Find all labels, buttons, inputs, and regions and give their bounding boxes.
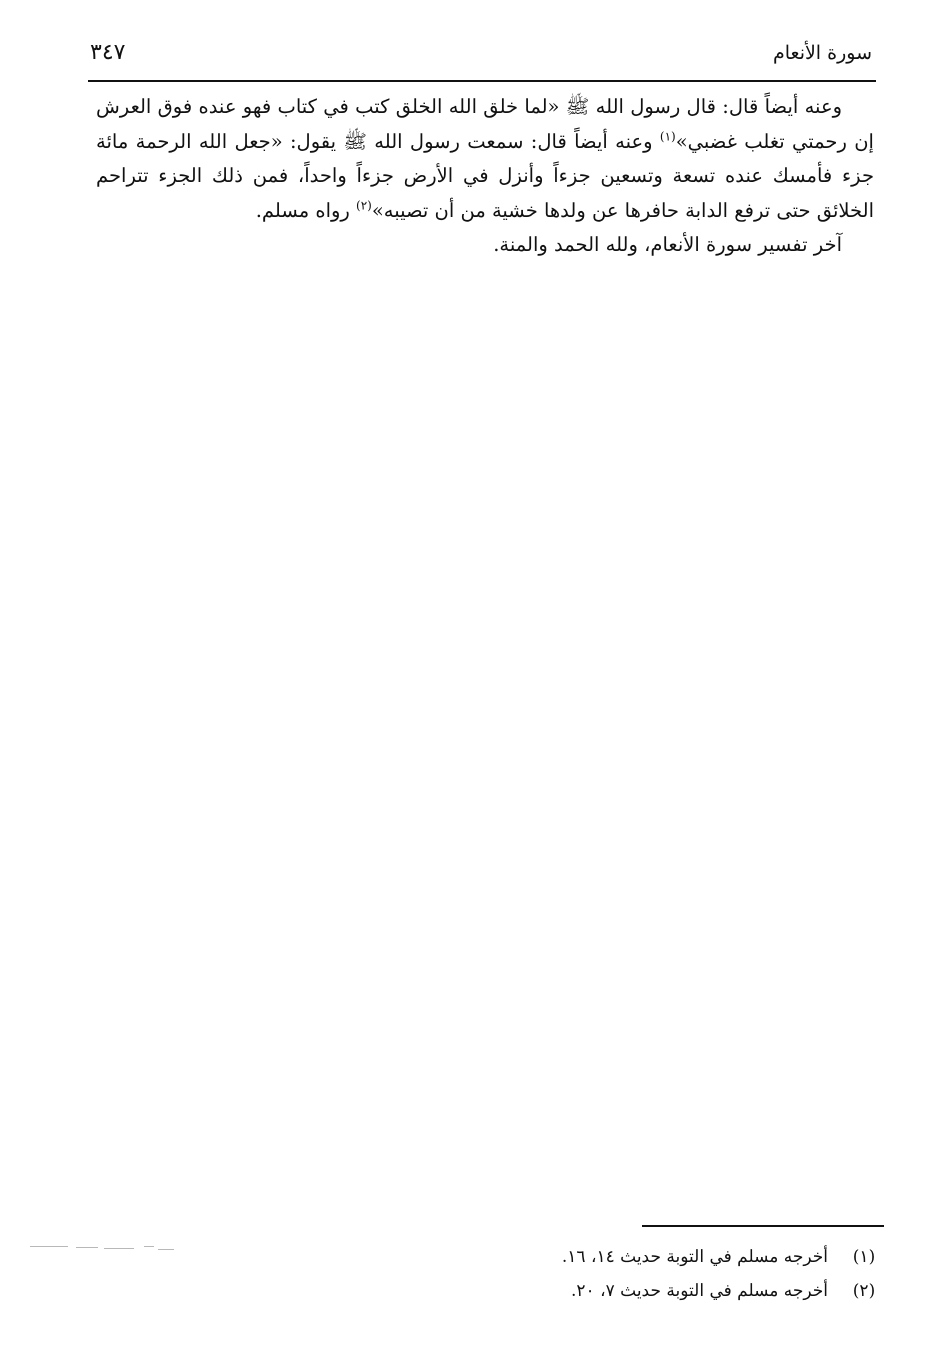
hadith-text-part1: وعنه أيضاً قال: قال رسول الله ﷺ «لما خلق الله الخلق كتب في كتاب فهو عنده فوق العرش إن رحمتي تغلب غضبي» xyxy=(96,95,874,153)
footnote-marker-2: (٢) xyxy=(356,198,372,212)
hadith-text-part2: وعنه أيضاً قال: سمعت رسول الله ﷺ يقول: «جعل الله الرحمة مائة جزء فأمسك عنده تسعة وتسعين جزءاً وأنزل في الأرض جزءاً واحداً، فمن ذلك الجزء تتراحم الخلائق حتى ترفع الدابة حافرها عن ولدها خشية من أن تصيبه» xyxy=(96,129,874,222)
footnote-text: أخرجه مسلم في التوبة حديث ١٤، ١٦. xyxy=(561,1247,828,1267)
closing-paragraph: آخر تفسير سورة الأنعام، ولله الحمد والمنة. xyxy=(493,233,842,256)
footnote-text: أخرجه مسلم في التوبة حديث ٧، ٢٠. xyxy=(571,1281,828,1301)
running-header xyxy=(88,40,876,82)
footnotes xyxy=(480,1240,886,1308)
footnote xyxy=(480,1240,886,1274)
scan-artifact xyxy=(30,1244,180,1256)
footnote xyxy=(480,1274,886,1308)
header-rule xyxy=(88,80,876,82)
surah-title: سورة الأنعام xyxy=(772,42,872,64)
footnote-number: (٢) xyxy=(852,1281,876,1301)
hadith-paragraph xyxy=(96,90,874,228)
footnote-number: (١) xyxy=(852,1247,876,1267)
hadith-text-part3: رواه مسلم. xyxy=(255,198,357,222)
footnote-marker-1: (١) xyxy=(659,129,676,143)
page-number: ٣٤٧ xyxy=(90,40,126,65)
main-text xyxy=(96,90,874,263)
footnote-separator xyxy=(642,1225,884,1227)
